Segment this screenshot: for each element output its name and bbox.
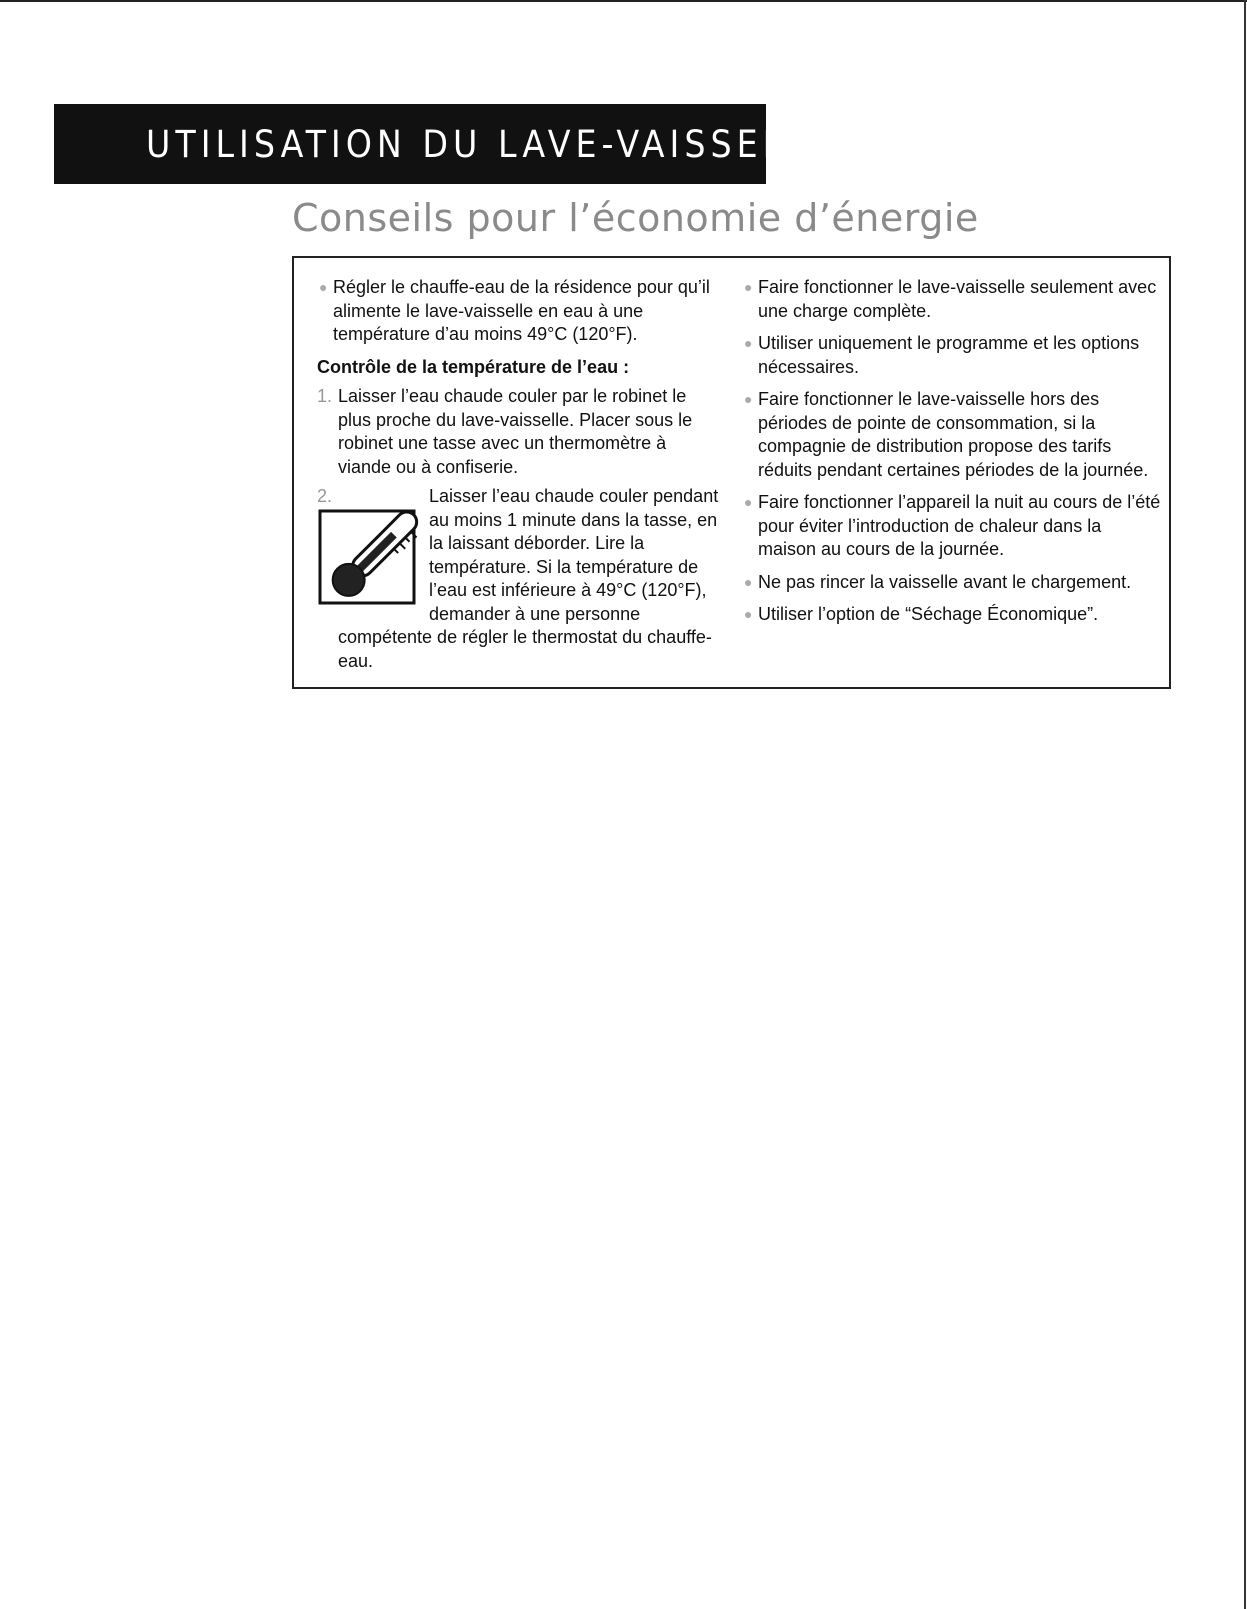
bullet-text: Faire fonctionner le lave-vaisselle hors des périodes de pointe de consommation, si la compagnie de distribution propose des tarifs réduits pendant certaines périodes de la journée. (758, 389, 1149, 480)
tips-box (292, 256, 1171, 689)
step-item (317, 485, 722, 673)
banner-title: UTILISATION DU LAVE-VAISSELLE (146, 122, 836, 166)
list-item (742, 571, 1162, 595)
list-item (317, 276, 722, 347)
section-title: Conseils pour l’économie d’énergie (292, 196, 979, 240)
bullet-icon: ● (744, 606, 753, 622)
list-item (742, 276, 1162, 323)
step-number: 2. (317, 486, 333, 506)
bullet-text: Faire fonctionner l’appareil la nuit au cours de l’été pour éviter l’introduction de chaleur dans la maison au cours de la journée. (758, 492, 1161, 559)
subheading: Contrôle de la température de l’eau : (317, 356, 630, 377)
step-text: Laisser l’eau chaude couler pendant au moins 1 minute dans la tasse, en la laissant déborder. Lire la température. Si la température de l’eau est inférieure à 49°C (120°F), demander à une personne compétente de régler le thermostat du chauffe-eau. (338, 486, 719, 671)
step-text: Laisser l’eau chaude couler par le robinet le plus proche du lave-vaisselle. Placer sous le robinet une tasse avec un thermomètre à viande ou à confiserie. (338, 386, 693, 477)
step-item (317, 385, 722, 479)
step-number: 1. (317, 386, 333, 406)
bullet-text: Utiliser l’option de “Séchage Économique”. (758, 604, 1099, 624)
list-item (742, 603, 1162, 627)
bullet-icon: ● (319, 279, 328, 295)
bullet-icon: ● (744, 335, 753, 351)
bullet-text: Régler le chauffe-eau de la résidence pour qu’il alimente le lave-vaisselle en eau à une température d’au moins 49°C (120°F). (333, 277, 710, 344)
bullet-text: Ne pas rincer la vaisselle avant le chargement. (758, 571, 1132, 592)
right-rule (1244, 0, 1246, 1609)
top-rule (0, 0, 1247, 2)
bullet-icon: ● (744, 494, 753, 510)
left-column (317, 276, 722, 673)
bullet-text: Faire fonctionner le lave-vaisselle seulement avec une charge complète. (758, 277, 1157, 321)
list-item (742, 332, 1162, 379)
bullet-text: Utiliser uniquement le programme et les options nécessaires. (758, 333, 1140, 377)
right-column (742, 276, 1162, 636)
list-item (742, 388, 1162, 482)
thermometer-icon (317, 508, 429, 612)
bullet-icon: ● (744, 279, 753, 295)
bullet-icon: ● (744, 391, 753, 407)
list-item (742, 491, 1162, 562)
section-banner (54, 104, 836, 184)
bullet-icon: ● (744, 573, 753, 590)
